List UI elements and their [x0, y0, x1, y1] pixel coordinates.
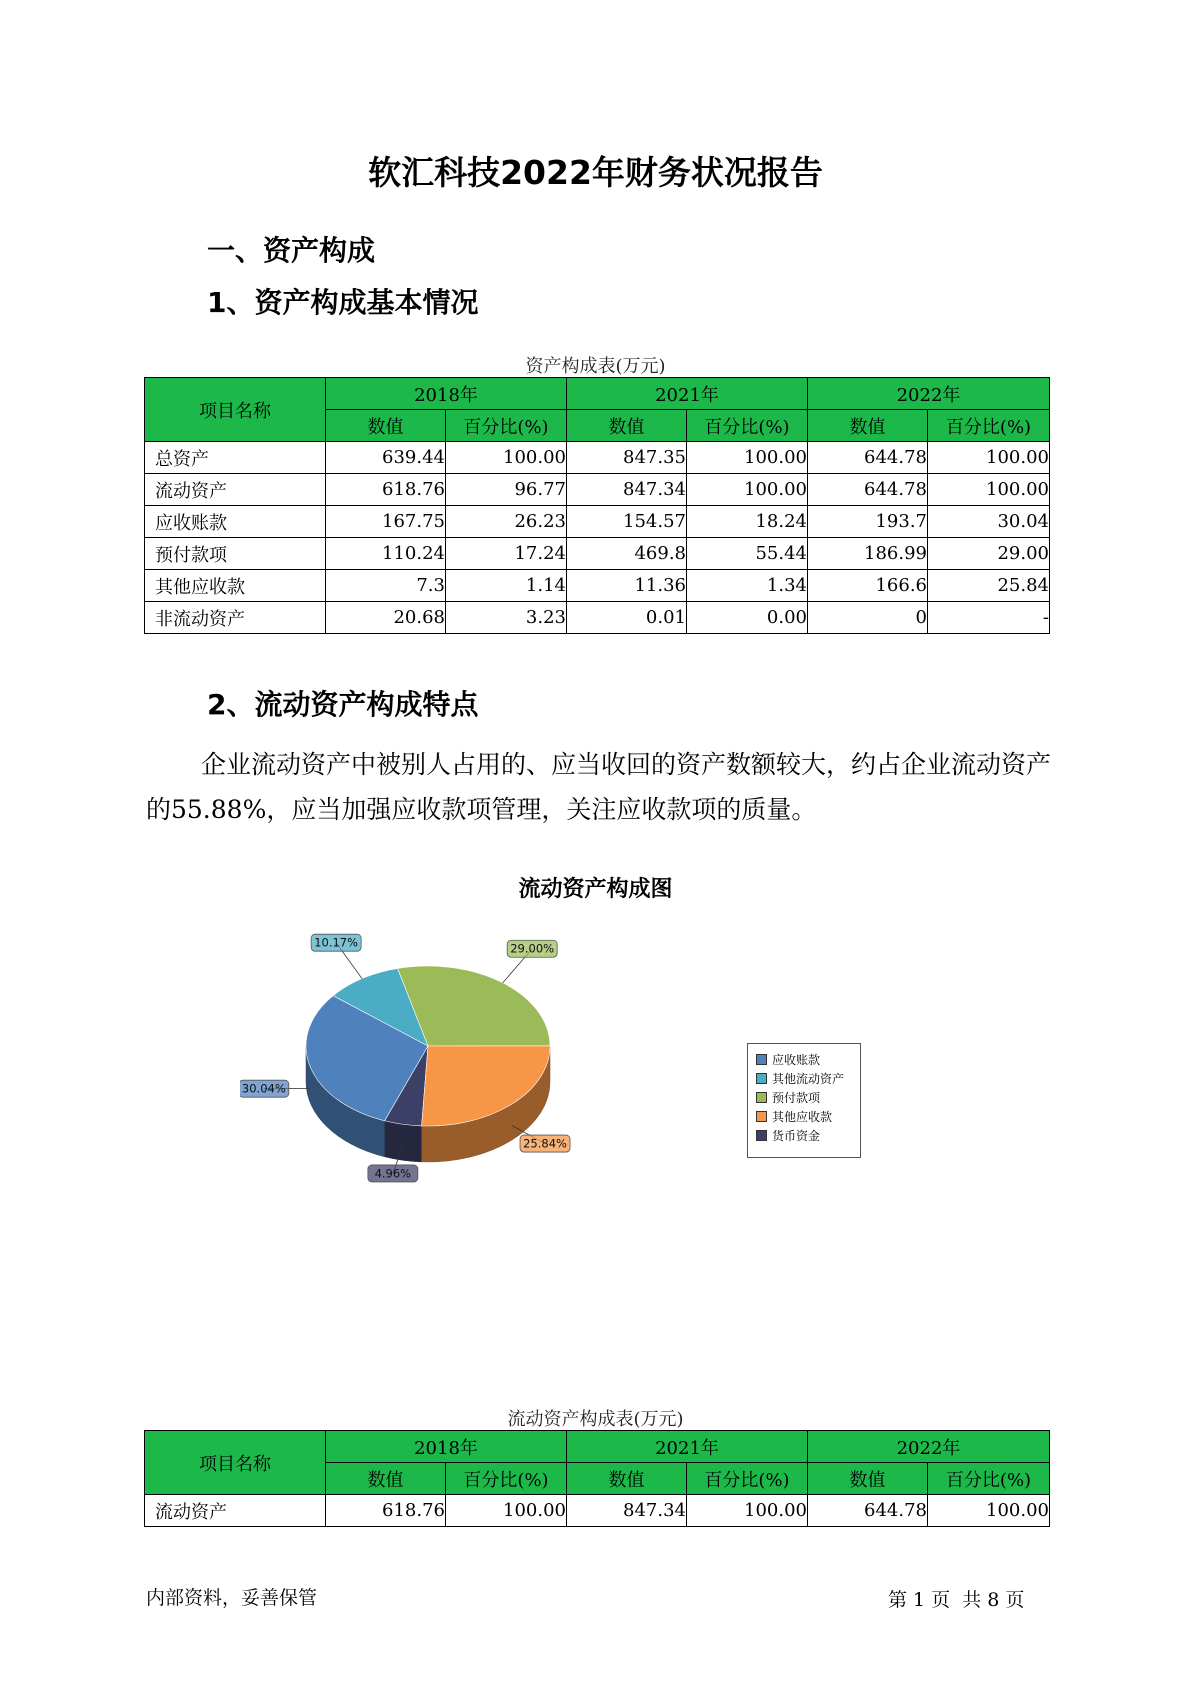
pie-slice-side	[385, 1121, 422, 1162]
percent-cell: 0.00	[687, 602, 808, 634]
percent-cell: 96.77	[446, 474, 567, 506]
column-header-percent: 百分比(%)	[446, 410, 567, 442]
pie-data-label: 25.84%	[523, 1136, 567, 1151]
column-header-value: 数值	[567, 1463, 687, 1495]
value-cell: 618.76	[326, 1495, 446, 1527]
column-header-percent: 百分比(%)	[928, 1463, 1050, 1495]
row-label: 总资产	[145, 442, 326, 474]
column-header-value: 数值	[808, 1463, 928, 1495]
value-cell: 469.8	[567, 538, 687, 570]
percent-cell: 55.44	[687, 538, 808, 570]
pie-data-label: 29.00%	[510, 941, 555, 956]
percent-cell: 30.04	[928, 506, 1050, 538]
table-row	[145, 538, 1050, 570]
percent-cell: 100.00	[687, 442, 808, 474]
row-label: 预付款项	[145, 538, 326, 570]
row-label: 非流动资产	[145, 602, 326, 634]
percent-cell: 26.23	[446, 506, 567, 538]
column-header-item-name: 项目名称	[145, 378, 326, 442]
table-row	[145, 1495, 1050, 1527]
column-header-percent: 百分比(%)	[928, 410, 1050, 442]
percent-cell: 25.84	[928, 570, 1050, 602]
table-row	[145, 442, 1050, 474]
value-cell: 167.75	[326, 506, 446, 538]
value-cell: 847.34	[567, 1495, 687, 1527]
percent-cell: 17.24	[446, 538, 567, 570]
legend-item	[756, 1052, 820, 1068]
table-row	[145, 602, 1050, 634]
footer-page-number: 第 1 页 共 8 页	[888, 1589, 1025, 1611]
percent-cell: 18.24	[687, 506, 808, 538]
footer-confidential-note: 内部资料，妥善保管	[146, 1587, 318, 1609]
column-header-year: 2018年	[326, 378, 567, 410]
table-row	[145, 570, 1050, 602]
current-assets-table	[144, 1430, 1050, 1527]
value-cell: 0	[808, 602, 928, 634]
column-header-year: 2018年	[326, 1431, 567, 1463]
chart-legend	[747, 1043, 861, 1158]
value-cell: 20.68	[326, 602, 446, 634]
percent-cell: 29.00	[928, 538, 1050, 570]
column-header-value: 数值	[808, 410, 928, 442]
subsection-heading-basic-situation: 1、资产构成基本情况	[207, 286, 479, 319]
legend-item	[756, 1128, 820, 1144]
value-cell: 7.3	[326, 570, 446, 602]
percent-cell: 100.00	[446, 442, 567, 474]
value-cell: 0.01	[567, 602, 687, 634]
asset-composition-table	[144, 377, 1050, 634]
analysis-paragraph: 企业流动资产中被别人占用的、应当收回的资产数额较大，约占企业流动资产的55.88%，应当加强应收款项管理，关注应收款项的质量。	[146, 750, 1052, 824]
percent-cell: 1.34	[687, 570, 808, 602]
legend-swatch	[756, 1111, 767, 1122]
legend-label: 其他流动资产	[772, 1072, 845, 1086]
percent-cell: 3.23	[446, 602, 567, 634]
legend-label: 预付款项	[772, 1091, 821, 1105]
legend-item	[756, 1071, 844, 1087]
value-cell: 639.44	[326, 442, 446, 474]
legend-label: 其他应收款	[772, 1110, 833, 1124]
table-row	[145, 506, 1050, 538]
value-cell: 618.76	[326, 474, 446, 506]
percent-cell: -	[928, 602, 1050, 634]
legend-item	[756, 1109, 832, 1125]
pie-data-label: 4.96%	[374, 1166, 412, 1181]
legend-swatch	[756, 1054, 767, 1065]
column-header-value: 数值	[326, 1463, 446, 1495]
row-label: 应收账款	[145, 506, 326, 538]
value-cell: 11.36	[567, 570, 687, 602]
value-cell: 193.7	[808, 506, 928, 538]
percent-cell: 100.00	[687, 1495, 808, 1527]
value-cell: 186.99	[808, 538, 928, 570]
value-cell: 154.57	[567, 506, 687, 538]
percent-cell: 1.14	[446, 570, 567, 602]
pie-data-label: 10.17%	[314, 935, 359, 950]
column-header-percent: 百分比(%)	[687, 1463, 808, 1495]
legend-item	[756, 1090, 820, 1106]
column-header-value: 数值	[567, 410, 687, 442]
percent-cell: 100.00	[928, 1495, 1050, 1527]
legend-label: 应收账款	[772, 1053, 821, 1067]
value-cell: 644.78	[808, 1495, 928, 1527]
percent-cell: 100.00	[687, 474, 808, 506]
column-header-item-name: 项目名称	[145, 1431, 326, 1495]
column-header-year: 2022年	[808, 378, 1050, 410]
column-header-percent: 百分比(%)	[687, 410, 808, 442]
legend-swatch	[756, 1130, 767, 1141]
subsection-heading-current-assets-features: 2、流动资产构成特点	[207, 688, 479, 721]
column-header-year: 2021年	[567, 378, 808, 410]
percent-cell: 100.00	[446, 1495, 567, 1527]
table-row	[145, 474, 1050, 506]
legend-swatch	[756, 1092, 767, 1103]
pie-data-label: 30.04%	[241, 1081, 286, 1096]
section-heading-asset-composition: 一、资产构成	[207, 234, 376, 267]
value-cell: 110.24	[326, 538, 446, 570]
legend-swatch	[756, 1073, 767, 1084]
value-cell: 644.78	[808, 474, 928, 506]
value-cell: 847.35	[567, 442, 687, 474]
row-label: 其他应收款	[145, 570, 326, 602]
column-header-year: 2021年	[567, 1431, 808, 1463]
column-header-year: 2022年	[808, 1431, 1050, 1463]
percent-cell: 100.00	[928, 442, 1050, 474]
value-cell: 847.34	[567, 474, 687, 506]
legend-label: 货币资金	[772, 1129, 821, 1143]
chart-title: 流动资产构成图	[518, 877, 673, 902]
table2-caption: 流动资产构成表(万元)	[507, 1409, 684, 1430]
column-header-value: 数值	[326, 410, 446, 442]
table1-caption: 资产构成表(万元)	[525, 356, 666, 377]
value-cell: 166.6	[808, 570, 928, 602]
row-label: 流动资产	[145, 474, 326, 506]
percent-cell: 100.00	[928, 474, 1050, 506]
document-title: 软汇科技2022年财务状况报告	[368, 153, 823, 192]
row-label: 流动资产	[145, 1495, 326, 1527]
column-header-percent: 百分比(%)	[446, 1463, 567, 1495]
current-assets-pie-chart	[240, 928, 640, 1198]
value-cell: 644.78	[808, 442, 928, 474]
